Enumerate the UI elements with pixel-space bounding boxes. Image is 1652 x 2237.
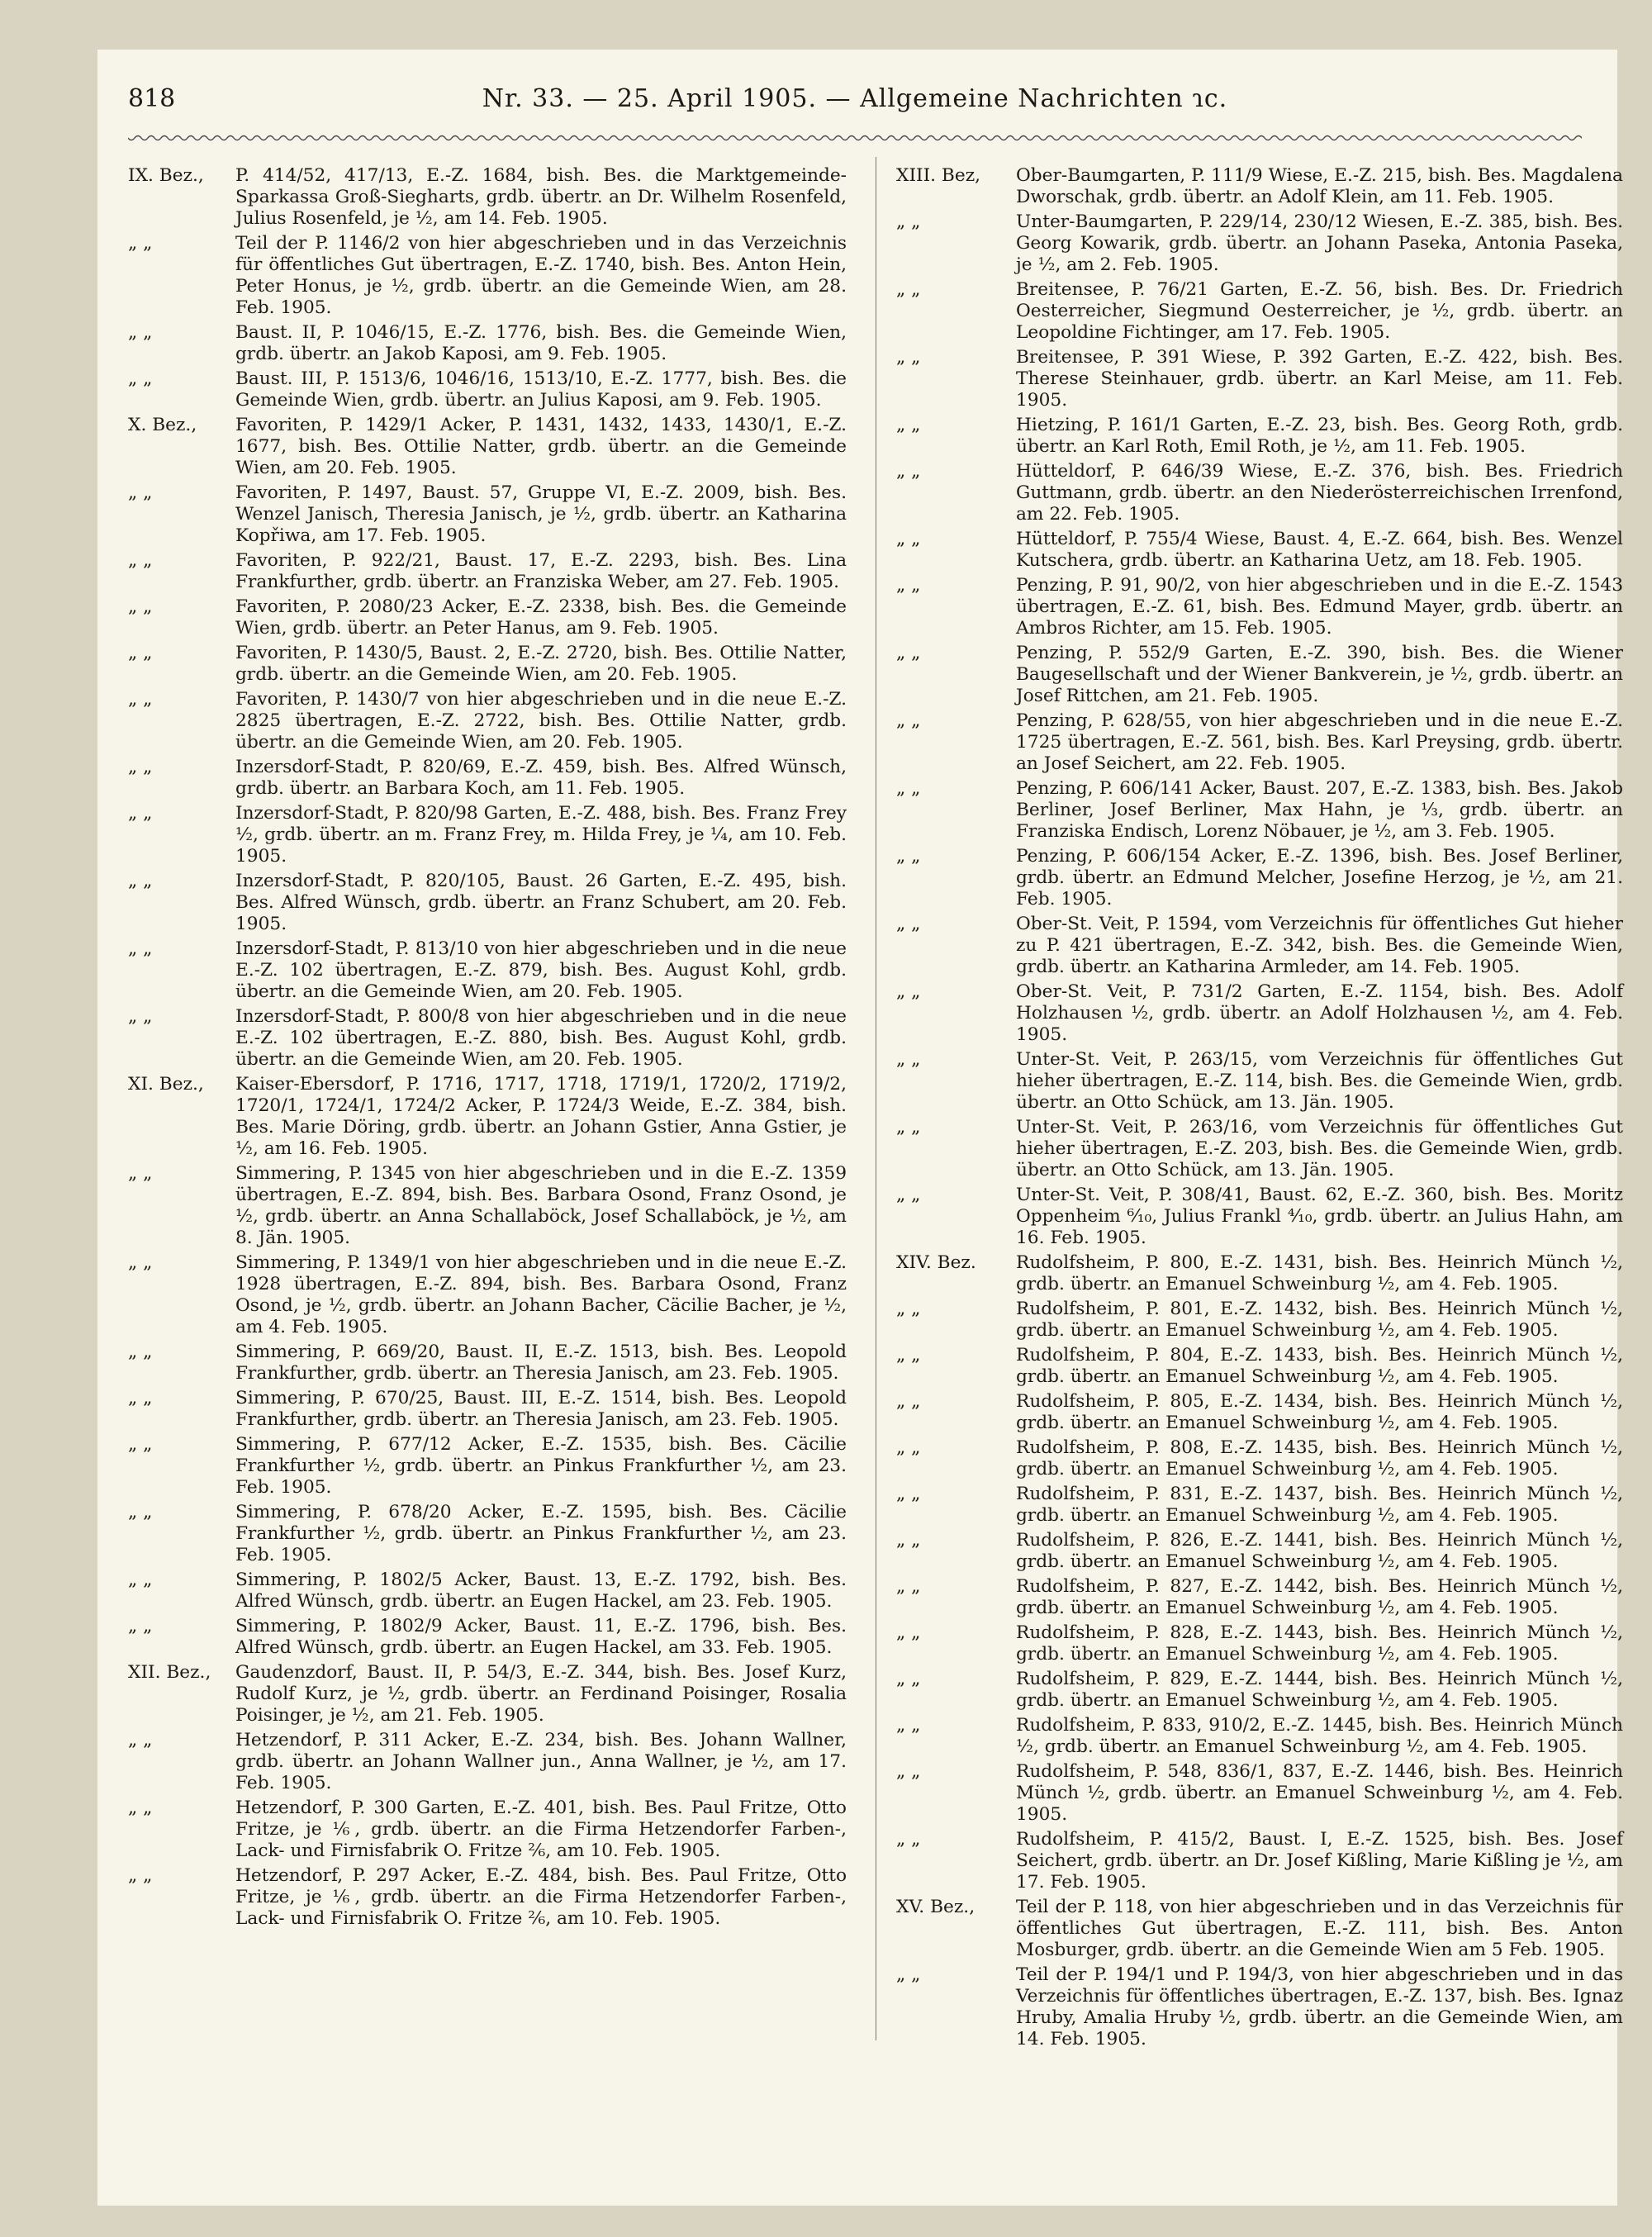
district-label: „ „ <box>896 1761 921 1782</box>
entry-text: Rudolfsheim, P. 827, E.-Z. 1442, bish. Bes. Heinrich Münch ½, grdb. übertr. an Emanuel Schweinburg ½, am 4. Feb. 1905. <box>1016 1576 1623 1618</box>
entry-text: Ober-Baumgarten, P. 111/9 Wiese, E.-Z. 215, bish. Bes. Magdalena Dworschak, grdb. übertr. an Adolf Klein, am 11. Feb. 1905. <box>1016 165 1623 207</box>
entry-text: Hetzendorf, P. 300 Garten, E.-Z. 401, bish. Bes. Paul Fritze, Otto Fritze, je ⅙, grdb. übertr. an die Firma Hetzendorfer Farben-, Lack- und Firnisfabrik O. Fritze ²⁄₆, am 10. Feb. 1905. <box>235 1798 847 1861</box>
district-label: „ „ <box>896 1299 921 1319</box>
register-entry <box>896 1964 1623 2050</box>
district-label: „ „ <box>128 233 153 254</box>
entry-text: Rudolfsheim, P. 828, E.-Z. 1443, bish. Bes. Heinrich Münch ½, grdb. übertr. an Emanuel Schweinburg ½, am 4. Feb. 1905. <box>1016 1622 1623 1665</box>
register-entry <box>128 1616 847 1659</box>
district-label: XI. Bez., <box>128 1074 204 1095</box>
register-entry <box>896 1391 1623 1434</box>
register-entry <box>128 1570 847 1612</box>
register-entry <box>896 1345 1623 1388</box>
page-title: Nr. 33. — 25. April 1905. — Allgemeine Nachrichten ɿc. <box>482 84 1228 113</box>
district-label: „ „ <box>128 1730 153 1750</box>
district-label: „ „ <box>896 575 921 596</box>
entry-text: Ober-St. Veit, P. 731/2 Garten, E.-Z. 1154, bish. Bes. Adolf Holzhausen ½, grdb. übertr. an Adolf Holzhausen ½, am 4. Feb. 1905. <box>1016 981 1623 1045</box>
register-entry <box>896 1252 1623 1295</box>
entry-text: Teil der P. 194/1 und P. 194/3, von hier abgeschrieben und in das Verzeichnis für öffentliches übertragen, E.-Z. 137, bish. Bes. Ignaz Hruby, Amalia Hruby ½, grdb. übertr. an die Gemeinde Wien, am 14. Feb. 1905. <box>1016 1964 1623 2049</box>
district-label: „ „ <box>896 778 921 799</box>
district-label: „ „ <box>128 643 153 663</box>
register-entry <box>128 689 847 753</box>
entry-text: Simmering, P. 678/20 Acker, E.-Z. 1595, bish. Bes. Cäcilie Frankfurther ½, grdb. übertr. an Pinkus Frankfurther ½, am 23. Feb. 1905. <box>235 1502 847 1565</box>
register-entry <box>128 1662 847 1726</box>
entry-text: Unter-St. Veit, P. 263/16, vom Verzeichnis für öffentliches Gut hieher übertragen, E.-Z. 203, bish. Bes. die Gemeinde Wien, grdb. übertr. an Otto Schück, am 13. Jän. 1905. <box>1016 1117 1623 1180</box>
register-entry <box>128 1163 847 1249</box>
district-label: „ „ <box>128 322 153 343</box>
register-entry <box>128 596 847 639</box>
register-entry <box>128 368 847 411</box>
entry-text: Breitensee, P. 391 Wiese, P. 392 Garten, E.-Z. 422, bish. Bes. Therese Steinhauer, grdb. übertr. an Karl Meise, am 11. Feb. 1905. <box>1016 347 1623 411</box>
district-label: XIII. Bez, <box>896 165 981 186</box>
page-number: 818 <box>128 84 176 113</box>
district-label: „ „ <box>128 596 153 617</box>
district-label: „ „ <box>896 1117 921 1137</box>
district-label: „ „ <box>896 914 921 934</box>
register-entry <box>128 803 847 867</box>
register-entry <box>896 1299 1623 1342</box>
register-entry <box>128 938 847 1003</box>
register-entry <box>896 914 1623 978</box>
register-entry <box>128 1388 847 1431</box>
register-entry <box>128 871 847 935</box>
register-entry <box>128 1342 847 1384</box>
district-label: „ „ <box>128 1006 153 1027</box>
district-label: „ „ <box>896 279 921 300</box>
district-label: „ „ <box>128 482 153 503</box>
district-label: „ „ <box>896 1049 921 1070</box>
entry-text: Simmering, P. 1345 von hier abgeschrieben und in die E.-Z. 1359 übertragen, E.-Z. 894, bish. Bes. Barbara Osond, Franz Osond, je ½, grdb. übertr. an Anna Schallaböck, Josef Schallaböck, je ½, am 8. Jän. 1905. <box>235 1163 847 1248</box>
entry-text: Hetzendorf, P. 311 Acker, E.-Z. 234, bish. Bes. Johann Wallner, grdb. übertr. an Johann Wallner jun., Anna Wallner, je ½, am 17. Feb. 1905. <box>235 1730 847 1793</box>
header-wavy-rule <box>128 132 1582 144</box>
entry-text: Rudolfsheim, P. 800, E.-Z. 1431, bish. Bes. Heinrich Münch ½, grdb. übertr. an Emanuel Schweinburg ½, am 4. Feb. 1905. <box>1016 1252 1623 1294</box>
district-label: „ „ <box>896 415 921 435</box>
register-entry <box>128 482 847 547</box>
register-entry <box>896 1715 1623 1758</box>
district-label: „ „ <box>896 1185 921 1205</box>
district-label: XIV. Bez. <box>896 1252 976 1273</box>
entry-text: Simmering, P. 669/20, Baust. II, E.-Z. 1513, bish. Bes. Leopold Frankfurther, grdb. übertr. an Theresia Janisch, am 23. Feb. 1905. <box>235 1342 847 1384</box>
entry-text: Hetzendorf, P. 297 Acker, E.-Z. 484, bish. Bes. Paul Fritze, Otto Fritze, je ⅙, grdb. übertr. an die Firma Hetzendorfer Farben-, Lack- und Firnisfabrik O. Fritze ²⁄₆, am 10. Feb. 1905. <box>235 1865 847 1929</box>
entry-text: Unter-St. Veit, P. 308/41, Baust. 62, E.-Z. 360, bish. Bes. Moritz Oppenheim ⁶⁄₁₀, Julius Frankl ⁴⁄₁₀, grdb. übertr. an Julius Hahn, am 16. Feb. 1905. <box>1016 1185 1623 1248</box>
entry-text: Unter-Baumgarten, P. 229/14, 230/12 Wiesen, E.-Z. 385, bish. Bes. Georg Kowarik, grdb. übertr. an Johann Paseka, Antonia Paseka, je ½, am 2. Feb. 1905. <box>1016 211 1623 275</box>
entry-text: Ober-St. Veit, P. 1594, vom Verzeichnis für öffentliches Gut hieher zu P. 421 übertragen, E.-Z. 342, bish. Bes. die Gemeinde Wien, grdb. übertr. an Katharina Armleder, am 14. Feb. 1905. <box>1016 914 1623 977</box>
entry-text: Gaudenzdorf, Baust. II, P. 54/3, E.-Z. 344, bish. Bes. Josef Kurz, Rudolf Kurz, je ½, grdb. übertr. an Ferdinand Poisinger, Rosalia Poisinger, je ½, am 21. Feb. 1905. <box>235 1662 847 1726</box>
district-label: „ „ <box>128 871 153 891</box>
district-label: „ „ <box>896 710 921 731</box>
entry-text: Favoriten, P. 1497, Baust. 57, Gruppe VI, E.-Z. 2009, bish. Bes. Wenzel Janisch, Theresia Janisch, je ½, grdb. übertr. an Katharina Kopřiwa, am 17. Feb. 1905. <box>235 482 847 546</box>
register-entry <box>896 1622 1623 1665</box>
entry-text: Favoriten, P. 1430/7 von hier abgeschrieben und in die neue E.-Z. 2825 übertragen, E.-Z. 2722, bish. Bes. Ottilie Natter, grdb. übertr. an die Gemeinde Wien, am 20. Feb. 1905. <box>235 689 847 753</box>
register-entry <box>128 1434 847 1498</box>
district-label: „ „ <box>128 1163 153 1184</box>
register-entry <box>128 1502 847 1566</box>
entry-text: Inzersdorf-Stadt, P. 813/10 von hier abgeschrieben und in die neue E.-Z. 102 übertragen, E.-Z. 879, bish. Bes. August Kohl, grdb. übertr. an die Gemeinde Wien, am 20. Feb. 1905. <box>235 938 847 1002</box>
district-label: „ „ <box>896 1530 921 1551</box>
register-entry <box>128 1006 847 1071</box>
district-label: „ „ <box>128 1798 153 1818</box>
entry-text: Penzing, P. 91, 90/2, von hier abgeschrieben und in die E.-Z. 1543 übertragen, E.-Z. 61, bish. Bes. Edmund Mayer, grdb. übertr. an Ambros Richter, am 15. Feb. 1905. <box>1016 575 1623 639</box>
district-label: „ „ <box>128 1434 153 1455</box>
register-entry <box>128 1252 847 1338</box>
district-label: „ „ <box>896 1669 921 1689</box>
entry-text: Inzersdorf-Stadt, P. 820/98 Garten, E.-Z. 488, bish. Bes. Franz Frey ½, grdb. übertr. an m. Franz Frey, m. Hilda Frey, je ¼, am 10. Feb. 1905. <box>235 803 847 867</box>
entry-text: Rudolfsheim, P. 805, E.-Z. 1434, bish. Bes. Heinrich Münch ½, grdb. übertr. an Emanuel Schweinburg ½, am 4. Feb. 1905. <box>1016 1391 1623 1433</box>
register-entry <box>896 1049 1623 1114</box>
district-label: „ „ <box>896 981 921 1002</box>
register-entry <box>896 643 1623 707</box>
entry-text: P. 414/52, 417/13, E.-Z. 1684, bish. Bes. die Marktgemeinde-Sparkassa Groß-Siegharts, grdb. übertr. an Dr. Wilhelm Rosenfeld, Julius Rosenfeld, je ½, am 14. Feb. 1905. <box>235 165 847 229</box>
register-entry <box>128 643 847 686</box>
entry-text: Penzing, P. 606/154 Acker, E.-Z. 1396, bish. Bes. Josef Berliner, grdb. übertr. an Edmund Melcher, Josefine Herzog, je ½, am 21. Feb. 1905. <box>1016 846 1623 910</box>
entry-text: Favoriten, P. 2080/23 Acker, E.-Z. 2338, bish. Bes. die Gemeinde Wien, grdb. übertr. an Peter Hanus, am 9. Feb. 1905. <box>235 596 847 639</box>
district-label: „ „ <box>896 1964 921 1985</box>
register-entry <box>896 1761 1623 1826</box>
district-label: „ „ <box>896 643 921 663</box>
register-entry <box>896 1437 1623 1480</box>
entry-text: Baust. II, P. 1046/15, E.-Z. 1776, bish. Bes. die Gemeinde Wien, grdb. übertr. an Jakob Kaposi, am 9. Feb. 1905. <box>235 322 847 364</box>
register-entry <box>128 550 847 593</box>
entry-text: Rudolfsheim, P. 548, 836/1, 837, E.-Z. 1446, bish. Bes. Heinrich Münch ½, grdb. übertr. an Emanuel Schweinburg ½, am 4. Feb. 1905. <box>1016 1761 1623 1825</box>
right-column <box>896 165 1623 2054</box>
district-label: „ „ <box>128 1570 153 1590</box>
district-label: XV. Bez., <box>896 1897 976 1917</box>
page-header <box>128 84 1582 126</box>
register-entry <box>896 846 1623 910</box>
register-entry <box>896 1576 1623 1619</box>
register-entry <box>896 1897 1623 1961</box>
register-entry <box>896 165 1623 208</box>
register-entry <box>128 165 847 230</box>
entry-text: Rudolfsheim, P. 801, E.-Z. 1432, bish. Bes. Heinrich Münch ½, grdb. übertr. an Emanuel Schweinburg ½, am 4. Feb. 1905. <box>1016 1299 1623 1341</box>
register-entry <box>896 1829 1623 1893</box>
entry-text: Baust. III, P. 1513/6, 1046/16, 1513/10, E.-Z. 1777, bish. Bes. die Gemeinde Wien, grdb. übertr. an Julius Kaposi, am 9. Feb. 1905. <box>235 368 847 411</box>
district-label: „ „ <box>128 1502 153 1522</box>
left-column <box>128 165 847 1933</box>
register-entry <box>896 1484 1623 1527</box>
register-entry <box>896 981 1623 1046</box>
district-label: „ „ <box>896 461 921 482</box>
register-entry <box>896 1530 1623 1573</box>
district-label: „ „ <box>896 529 921 549</box>
entry-text: Inzersdorf-Stadt, P. 820/105, Baust. 26 Garten, E.-Z. 495, bish. Bes. Alfred Wünsch, grdb. übertr. an Franz Schubert, am 20. Feb. 1905. <box>235 871 847 934</box>
district-label: „ „ <box>128 368 153 389</box>
district-label: „ „ <box>128 803 153 824</box>
entry-text: Kaiser-Ebersdorf, P. 1716, 1717, 1718, 1719/1, 1720/2, 1719/2, 1720/1, 1724/1, 1724/2 Acker, P. 1724/3 Weide, E.-Z. 384, bish. Bes. Marie Döring, grdb. übertr. an Johann Gstier, Anna Gstier, je ½, am 16. Feb. 1905. <box>235 1074 847 1159</box>
register-entry <box>896 710 1623 775</box>
entry-text: Hütteldorf, P. 646/39 Wiese, E.-Z. 376, bish. Bes. Friedrich Guttmann, grdb. übertr. an den Niederösterreichischen Irrenfond, am 22. Feb. 1905. <box>1016 461 1623 525</box>
district-label: „ „ <box>896 1484 921 1504</box>
entry-text: Unter-St. Veit, P. 263/15, vom Verzeichnis für öffentliches Gut hieher übertragen, E.-Z. 114, bish. Bes. die Gemeinde Wien, grdb. übertr. an Otto Schück, am 13. Jän. 1905. <box>1016 1049 1623 1113</box>
entry-text: Simmering, P. 1802/5 Acker, Baust. 13, E.-Z. 1792, bish. Bes. Alfred Wünsch, grdb. übertr. an Eugen Hackel, am 23. Feb. 1905. <box>235 1570 847 1612</box>
entry-text: Inzersdorf-Stadt, P. 800/8 von hier abgeschrieben und in die neue E.-Z. 102 übertragen, E.-Z. 880, bish. Bes. August Kohl, grdb. übertr. an die Gemeinde Wien, am 20. Feb. 1905. <box>235 1006 847 1070</box>
register-entry <box>896 1669 1623 1712</box>
register-entry <box>128 233 847 319</box>
entry-text: Rudolfsheim, P. 826, E.-Z. 1441, bish. Bes. Heinrich Münch ½, grdb. übertr. an Emanuel Schweinburg ½, am 4. Feb. 1905. <box>1016 1530 1623 1572</box>
entry-text: Breitensee, P. 76/21 Garten, E.-Z. 56, bish. Bes. Dr. Friedrich Oesterreicher, Siegmund Oesterreicher, je ½, grdb. übertr. an Leopoldine Fichtinger, am 17. Feb. 1905. <box>1016 279 1623 343</box>
entry-text: Hütteldorf, P. 755/4 Wiese, Baust. 4, E.-Z. 664, bish. Bes. Wenzel Kutschera, grdb. übertr. an Katharina Uetz, am 18. Feb. 1905. <box>1016 529 1623 571</box>
district-label: „ „ <box>896 1622 921 1643</box>
entry-text: Hietzing, P. 161/1 Garten, E.-Z. 23, bish. Bes. Georg Roth, grdb. übertr. an Karl Roth, Emil Roth, je ½, am 11. Feb. 1905. <box>1016 415 1623 457</box>
entry-text: Rudolfsheim, P. 833, 910/2, E.-Z. 1445, bish. Bes. Heinrich Münch ½, grdb. übertr. an Emanuel Schweinburg ½, am 4. Feb. 1905. <box>1016 1715 1623 1757</box>
register-entry <box>896 461 1623 525</box>
district-label: „ „ <box>896 1715 921 1736</box>
register-entry <box>896 211 1623 276</box>
entry-text: Favoriten, P. 922/21, Baust. 17, E.-Z. 2293, bish. Bes. Lina Frankfurther, grdb. übertr. an Franziska Weber, am 27. Feb. 1905. <box>235 550 847 592</box>
district-label: „ „ <box>128 1388 153 1408</box>
entry-text: Rudolfsheim, P. 804, E.-Z. 1433, bish. Bes. Heinrich Münch ½, grdb. übertr. an Emanuel Schweinburg ½, am 4. Feb. 1905. <box>1016 1345 1623 1387</box>
register-entry <box>128 757 847 800</box>
register-entry <box>896 778 1623 843</box>
entry-text: Teil der P. 118, von hier abgeschrieben und in das Verzeichnis für öffentliches Gut übertragen, E.-Z. 111, bish. Bes. Anton Mosburger, grdb. übertr. an die Gemeinde Wien am 5 Feb. 1905. <box>1016 1897 1623 1960</box>
register-entry <box>128 1074 847 1160</box>
district-label: „ „ <box>128 1252 153 1273</box>
district-label: „ „ <box>896 1576 921 1597</box>
district-label: „ „ <box>896 846 921 867</box>
district-label: „ „ <box>128 938 153 959</box>
district-label: „ „ <box>128 1342 153 1362</box>
entry-text: Rudolfsheim, P. 808, E.-Z. 1435, bish. Bes. Heinrich Münch ½, grdb. übertr. an Emanuel Schweinburg ½, am 4. Feb. 1905. <box>1016 1437 1623 1479</box>
register-entry <box>128 415 847 479</box>
register-entry <box>896 279 1623 344</box>
entry-text: Rudolfsheim, P. 831, E.-Z. 1437, bish. Bes. Heinrich Münch ½, grdb. übertr. an Emanuel Schweinburg ½, am 4. Feb. 1905. <box>1016 1484 1623 1526</box>
district-label: IX. Bez., <box>128 165 204 186</box>
register-entry <box>896 1185 1623 1249</box>
entry-text: Simmering, P. 670/25, Baust. III, E.-Z. 1514, bish. Bes. Leopold Frankfurther, grdb. übertr. an Theresia Janisch, am 23. Feb. 1905. <box>235 1388 847 1430</box>
register-entry <box>128 322 847 365</box>
register-entry <box>128 1730 847 1794</box>
district-label: „ „ <box>896 347 921 368</box>
register-entry <box>896 529 1623 572</box>
district-label: „ „ <box>896 1345 921 1365</box>
register-entry <box>896 1117 1623 1181</box>
district-label: „ „ <box>896 211 921 232</box>
register-entry <box>896 575 1623 639</box>
district-label: „ „ <box>128 757 153 777</box>
entry-text: Favoriten, P. 1429/1 Acker, P. 1431, 1432, 1433, 1430/1, E.-Z. 1677, bish. Bes. Ottilie Natter, grdb. übertr. an die Gemeinde Wien, am 20. Feb. 1905. <box>235 415 847 478</box>
district-label: „ „ <box>128 689 153 710</box>
entry-text: Inzersdorf-Stadt, P. 820/69, E.-Z. 459, bish. Bes. Alfred Wünsch, grdb. übertr. an Barbara Koch, am 11. Feb. 1905. <box>235 757 847 799</box>
district-label: „ „ <box>896 1391 921 1412</box>
district-label: XII. Bez., <box>128 1662 211 1683</box>
district-label: „ „ <box>896 1829 921 1850</box>
entry-text: Rudolfsheim, P. 415/2, Baust. I, E.-Z. 1525, bish. Bes. Josef Seichert, grdb. übertr. an Dr. Josef Kißling, Marie Kißling je ½, am 17. Feb. 1905. <box>1016 1829 1623 1893</box>
entry-text: Penzing, P. 606/141 Acker, Baust. 207, E.-Z. 1383, bish. Bes. Jakob Berliner, Josef Berliner, Max Hahn, je ⅓, grdb. übertr. an Franziska Endisch, Lorenz Nöbauer, je ½, am 3. Feb. 1905. <box>1016 778 1623 842</box>
district-label: „ „ <box>128 1616 153 1636</box>
register-entry <box>128 1798 847 1862</box>
register-entry <box>896 415 1623 458</box>
register-entry <box>128 1865 847 1930</box>
district-label: X. Bez., <box>128 415 197 435</box>
entry-text: Simmering, P. 677/12 Acker, E.-Z. 1535, bish. Bes. Cäcilie Frankfurther ½, grdb. übertr. an Pinkus Frankfurther ½, am 23. Feb. 1905. <box>235 1434 847 1498</box>
entry-text: Simmering, P. 1802/9 Acker, Baust. 11, E.-Z. 1796, bish. Bes. Alfred Wünsch, grdb. übertr. an Eugen Hackel, am 33. Feb. 1905. <box>235 1616 847 1658</box>
district-label: „ „ <box>128 1865 153 1886</box>
entry-text: Teil der P. 1146/2 von hier abgeschrieben und in das Verzeichnis für öffentliches Gut übertragen, E.-Z. 1740, bish. Bes. Anton Hein, Peter Honus, je ½, grdb. übertr. an die Gemeinde Wien, am 28. Feb. 1905. <box>235 233 847 318</box>
entry-text: Simmering, P. 1349/1 von hier abgeschrieben und in die neue E.-Z. 1928 übertragen, E.-Z. 894, bish. Bes. Barbara Osond, Franz Osond, je ½, grdb. übertr. an Johann Bacher, Cäcilie Bacher, je ½, am 4. Feb. 1905. <box>235 1252 847 1337</box>
entry-text: Favoriten, P. 1430/5, Baust. 2, E.-Z. 2720, bish. Bes. Ottilie Natter, grdb. übertr. an die Gemeinde Wien, am 20. Feb. 1905. <box>235 643 847 685</box>
district-label: „ „ <box>128 550 153 571</box>
entry-text: Penzing, P. 552/9 Garten, E.-Z. 390, bish. Bes. die Wiener Baugesellschaft und der Wiener Bankverein, je ½, grdb. übertr. an Josef Rittchen, am 21. Feb. 1905. <box>1016 643 1623 706</box>
register-entry <box>896 347 1623 411</box>
entry-text: Penzing, P. 628/55, von hier abgeschrieben und in die neue E.-Z. 1725 übertragen, E.-Z. 561, bish. Bes. Karl Preysing, grdb. übertr. an Josef Seichert, am 22. Feb. 1905. <box>1016 710 1623 774</box>
district-label: „ „ <box>896 1437 921 1458</box>
entry-text: Rudolfsheim, P. 829, E.-Z. 1444, bish. Bes. Heinrich Münch ½, grdb. übertr. an Emanuel Schweinburg ½, am 4. Feb. 1905. <box>1016 1669 1623 1711</box>
